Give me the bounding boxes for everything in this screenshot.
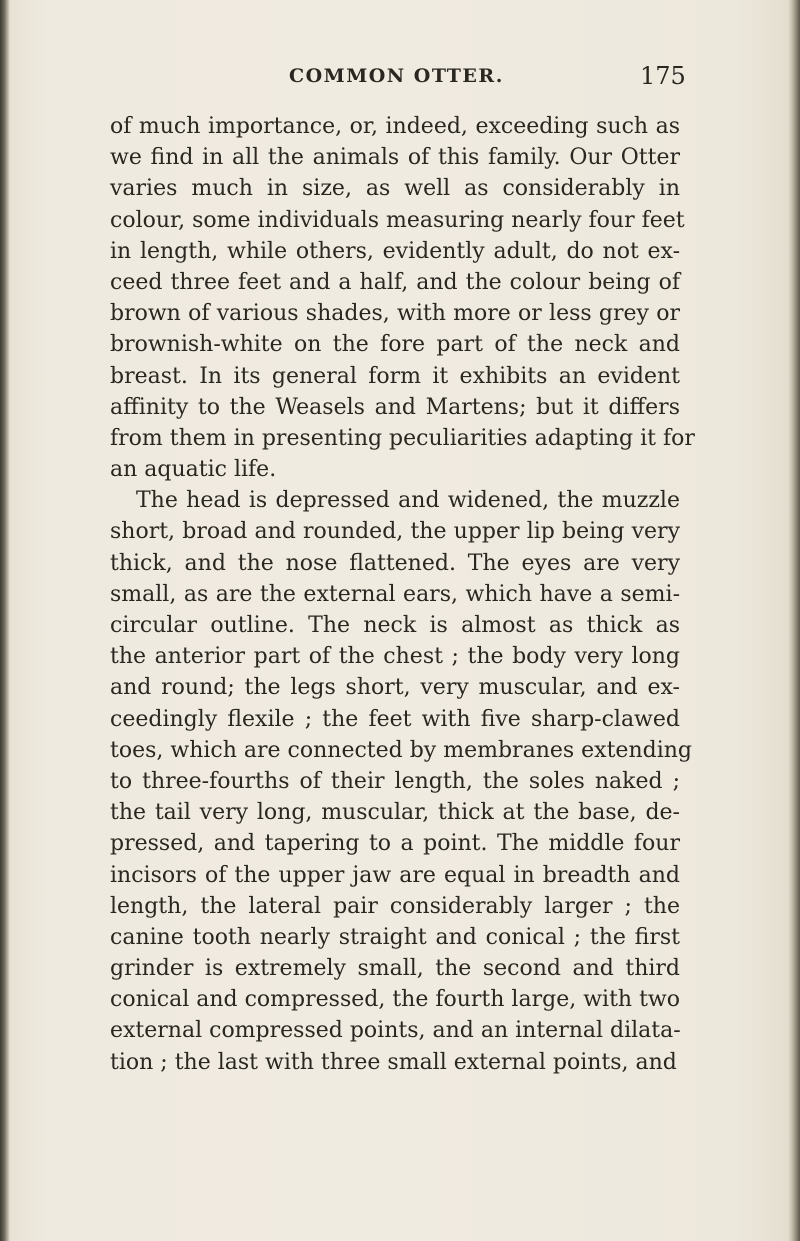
text-line: brownish-white on the fore part of the neck and bbox=[110, 332, 680, 358]
text-line: the tail very long, muscular, thick at the base, de- bbox=[110, 800, 680, 826]
text-line: colour, some individuals measuring nearly four feet bbox=[110, 207, 685, 233]
text-line: tion ; the last with three small external points, and bbox=[110, 1049, 677, 1075]
text-line: in length, while others, evidently adult, do not ex- bbox=[110, 238, 680, 264]
text-line: affinity to the Weasels and Martens; but it differs bbox=[110, 394, 680, 420]
text-line: pressed, and tapering to a point. The middle four bbox=[110, 831, 680, 857]
text-line: brown of various shades, with more or less grey or bbox=[110, 301, 680, 327]
text-line: of much importance, or, indeed, exceeding such as bbox=[110, 114, 680, 139]
page-number: 175 bbox=[640, 62, 686, 90]
text-line: toes, which are connected by membranes extending bbox=[110, 737, 692, 763]
text-line: incisors of the upper jaw are equal in breadth and bbox=[110, 862, 680, 888]
running-head bbox=[0, 62, 800, 92]
text-line: The head is depressed and widened, the muzzle bbox=[136, 488, 680, 514]
text-line: an aquatic life. bbox=[110, 457, 277, 483]
text-line: circular outline. The neck is almost as thick as bbox=[110, 613, 680, 638]
running-title: COMMON OTTER. bbox=[289, 65, 504, 87]
text-line: short, broad and rounded, the upper lip being very bbox=[110, 519, 680, 545]
text-line: small, as are the external ears, which have a semi- bbox=[110, 581, 680, 607]
text-line: external compressed points, and an internal dilata- bbox=[110, 1018, 681, 1044]
text-line: thick, and the nose flattened. The eyes are very bbox=[110, 550, 680, 576]
page-fore-edge bbox=[788, 0, 800, 1241]
text-line: from them in presenting peculiarities adapting it for bbox=[110, 425, 695, 451]
text-line: conical and compressed, the fourth large, with two bbox=[110, 987, 680, 1013]
text-line: ceed three feet and a half, and the colour being of bbox=[110, 269, 680, 295]
text-line: ceedingly flexile ; the feet with five sharp-clawed bbox=[110, 706, 680, 732]
text-line: and round; the legs short, very muscular, and ex- bbox=[110, 675, 680, 701]
page-binding-edge bbox=[0, 0, 10, 1241]
text-line: varies much in size, as well as considerably in bbox=[110, 176, 680, 202]
text-line: breast. In its general form it exhibits an evident bbox=[110, 363, 680, 389]
text-line: to three-fourths of their length, the soles naked ; bbox=[110, 768, 680, 794]
text-line: length, the lateral pair considerably larger ; the bbox=[110, 893, 680, 919]
body-text bbox=[110, 111, 695, 1078]
text-line: canine tooth nearly straight and conical ; the first bbox=[110, 924, 680, 950]
text-line: grinder is extremely small, the second and third bbox=[110, 956, 680, 982]
text-line: the anterior part of the chest ; the body very long bbox=[110, 644, 680, 670]
text-line: we find in all the animals of this family. Our Otter bbox=[110, 145, 680, 171]
